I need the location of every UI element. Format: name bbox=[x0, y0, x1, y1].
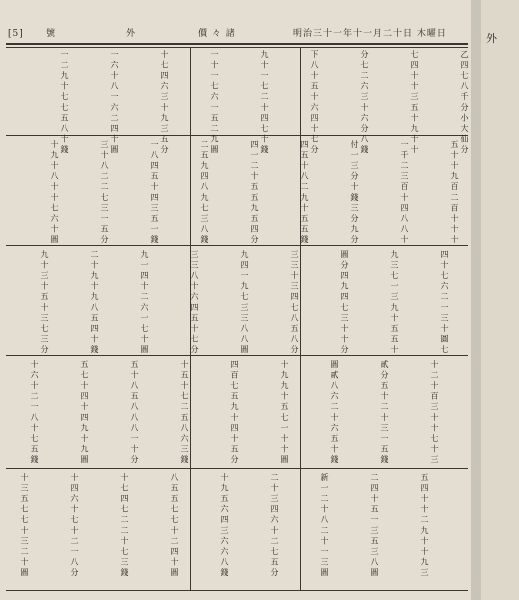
text-column: 十 七 四 七 二 二 十 七 三 錢 bbox=[120, 473, 129, 576]
text-column: 十 九 十 八 十 十 七 六 十 圓 bbox=[50, 140, 59, 243]
text-column: 圓 貳 八 六 二 十 六 五 十 錢 bbox=[330, 360, 339, 463]
text-column: 十 二 十 百 三 十 十 七 十 三 bbox=[430, 360, 439, 463]
text-column: 十 七 四 六 三 十 九 三 五 分 bbox=[160, 50, 169, 153]
text-column: 七 四 十 十 三 五 十 九 十 十 bbox=[410, 50, 419, 153]
text-column: 二 十 九 十 九 八 五 四 十 錢 bbox=[90, 250, 99, 353]
section-mark: [5] bbox=[8, 29, 24, 39]
text-column: 五 十 八 五 八 八 八 一 十 分 bbox=[130, 360, 139, 463]
text-column: 圓 分 四 九 四 七 三 十 十 分 bbox=[340, 250, 349, 353]
text-column: 一 六 十 八 一 六 二 四 十 圓 bbox=[110, 50, 119, 153]
center-title: 價 々 諸 bbox=[198, 29, 236, 39]
text-column: 四 一 二 十 五 五 九 五 四 分 bbox=[250, 140, 259, 243]
column-divider-b bbox=[300, 48, 301, 590]
header-rule-thin bbox=[6, 47, 468, 48]
text-column: 十 三 五 七 七 十 三 二 十 圓 bbox=[20, 473, 29, 576]
right-page-edge bbox=[481, 0, 519, 600]
section-label-right: 外 bbox=[126, 29, 137, 39]
text-column: 五 十 十 九 百 二 百 十 十 十 bbox=[450, 140, 459, 243]
text-column: 十 四 六 十 七 十 二 一 八 分 bbox=[70, 473, 79, 576]
date-line: 明治三十一年十一月二十日 木曜日 bbox=[293, 29, 447, 39]
text-column: 九 四 一 九 七 三 三 八 八 圓 bbox=[240, 250, 249, 353]
text-column: 付 一 三 分 十 錢 三 分 九 分 bbox=[350, 140, 359, 243]
text-column: 下 八 十 五 十 六 四 十 七 分 bbox=[310, 50, 319, 153]
text-column: 十 六 十 二 一 八 十 七 五 錢 bbox=[30, 360, 39, 463]
text-column: 十 五 十 七 二 五 八 六 三 錢 bbox=[180, 360, 189, 463]
text-column: 十 九 九 十 五 七 一 十 十 圓 bbox=[280, 360, 289, 463]
text-column: 二 五 九 四 八 九 七 三 八 錢 bbox=[200, 140, 209, 243]
section-label-left: 號 bbox=[46, 29, 57, 39]
band-divider-4 bbox=[6, 468, 468, 469]
band-divider-3 bbox=[6, 355, 468, 356]
text-column: 貳 分 五 十 二 十 三 一 五 錢 bbox=[380, 360, 389, 463]
footer-rule bbox=[6, 590, 468, 591]
text-column: 一 二 九 十 七 七 五 八 十 錢 bbox=[60, 50, 69, 153]
text-column: 三 十 八 二 二 七 三 一 五 分 bbox=[100, 140, 109, 243]
text-column: 九 三 七 一 三 九 十 五 五 十 bbox=[390, 250, 399, 353]
text-column: 乙 四 七 八 千 分 小 大 仙 分 bbox=[460, 50, 469, 153]
text-column: 二 四 十 五 一 三 五 三 八 圓 bbox=[370, 473, 379, 576]
text-column: 二 十 三 四 六 十 二 七 五 分 bbox=[270, 473, 279, 576]
text-column: 一 千 二 三 百 十 四 八 八 十 bbox=[400, 140, 409, 243]
text-column: 四 五 十 八 二 九 十 五 五 錢 bbox=[300, 140, 309, 243]
text-column: 九 一 四 十 二 六 一 七 十 圓 bbox=[140, 250, 149, 353]
text-column: 四 百 七 五 九 十 四 十 五 分 bbox=[230, 360, 239, 463]
header-rule bbox=[6, 43, 468, 45]
text-column: 八 五 五 七 七 十 二 四 十 圓 bbox=[170, 473, 179, 576]
band-divider-1 bbox=[6, 135, 468, 136]
text-column: 一 八 四 五 十 四 三 五 一 錢 bbox=[150, 140, 159, 243]
page-gutter bbox=[471, 0, 481, 600]
text-column: 新 一 二 十 八 二 十 一 三 圓 bbox=[320, 473, 329, 576]
text-column: 五 四 十 十 二 九 十 十 九 三 bbox=[420, 473, 429, 576]
text-column: 三 三 八 十 六 四 五 十 七 分 bbox=[190, 250, 199, 353]
band-divider-2 bbox=[6, 245, 468, 246]
text-column: 九 十 一 七 二 十 四 七 十 錢 bbox=[260, 50, 269, 153]
text-column: 三 三 十 三 四 七 八 五 八 分 bbox=[290, 250, 299, 353]
right-page-title: 外 bbox=[486, 32, 497, 45]
text-column: 一 十 一 七 六 一 五 二 九 圓 bbox=[210, 50, 219, 153]
text-column: 五 七 十 四 十 四 九 十 九 圓 bbox=[80, 360, 89, 463]
text-column: 分 七 二 六 三 十 六 分 八 錢 bbox=[360, 50, 369, 153]
text-column: 九 十 三 十 五 十 三 七 三 分 bbox=[40, 250, 49, 353]
text-column: 四 十 七 六 二 一 三 十 圓 七 bbox=[440, 250, 449, 353]
page-header bbox=[8, 28, 468, 40]
text-column: 十 九 五 六 四 三 六 六 八 錢 bbox=[220, 473, 229, 576]
